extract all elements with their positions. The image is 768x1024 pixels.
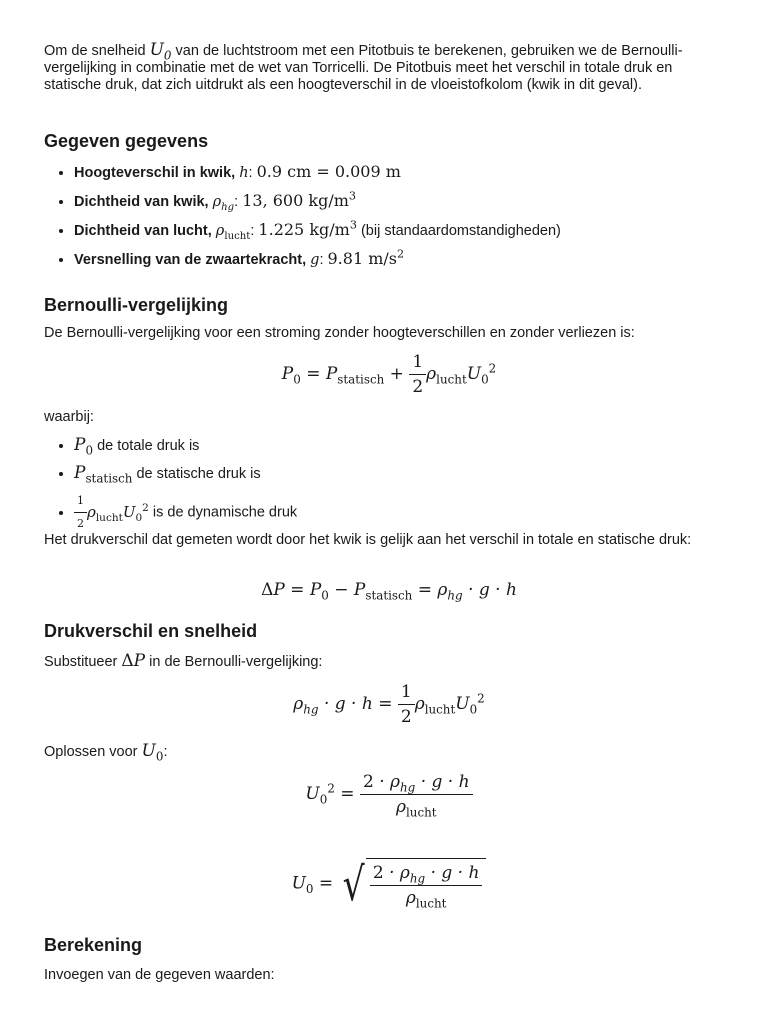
given-item: • Hoogteverschil in kwik, h: 0.9 cm = 0.009 m (74, 163, 754, 182)
u0-symbol: $U_0$ (149, 40, 172, 63)
given-item: • Versnelling van de zwaartekracht, g: 9.81 $m/s^2$ (74, 250, 754, 269)
heading-bernoulli: Bernoulli-vergelijking (44, 295, 229, 315)
heading-given: Gegeven gegevens (44, 131, 209, 151)
where-item: • $P_0$ de totale druk is (74, 436, 674, 455)
given-item: • Dichtheid van kwik, $\rho_{hg}$: 13, 600 $kg/m^3$ (74, 192, 754, 211)
equation-u0-root: $U_0$ = √ $\frac{2 \cdot \rho_{hg} \cdot g \cdot h}{\rho_{lucht}}$ (44, 858, 734, 910)
equation-bernoulli: $P_0 = P_{statisch}$ + $\frac{1}{2}$ $\rho_{lucht}U_0^2$ (281, 352, 497, 397)
equation-u0-squared: $U_0^2$ = $\frac{2 \cdot \rho_{hg} \cdot g \cdot h}{\rho_{lucht}}$ (44, 772, 734, 817)
equation-substituted: $\rho_{hg} \cdot g \cdot h$ = $\frac{1}{2}$ $\rho_{lucht}U_0^2$ (293, 682, 485, 727)
where-item: • $\frac{1}{2}$ $\rho_{lucht}U_0^2$ is de dynamische druk (74, 492, 674, 533)
where-list (44, 436, 674, 542)
drukverschil-paragraph: Het drukverschil dat gemeten wordt door het kwik is gelijk aan het verschil in totale en statische druk: (44, 532, 692, 548)
radical-icon: √ (342, 857, 365, 911)
equation-delta-p: $\Delta P = P_0 - P_{statisch} = \rho_{hg} \cdot g \cdot h$ (261, 580, 517, 603)
given-item: • Dichtheid van lucht, $\rho_{lucht}$: 1.225 $kg/m^3$ (bij standaardomstandigheden) (74, 221, 754, 240)
waarbij-text: waarbij: (44, 409, 94, 425)
intro-text-start: Om de snelheid (44, 43, 146, 59)
bernoulli-intro: De Bernoulli-vergelijking voor een stroming zonder hoogteverschillen en zonder verliezen is: (44, 325, 635, 341)
invoegen-text: Invoegen van de gegeven waarden: (44, 967, 275, 983)
where-item: • $P_{statisch}$ de statische druk is (74, 464, 674, 483)
square-root: √ $\frac{2 \cdot \rho_{hg} \cdot g \cdot h}{\rho_{lucht}}$ (339, 858, 487, 910)
intro-text-rest: van de luchtstroom met een Pitotbuis te berekenen, gebruiken we de Bernoulli-vergelijking in combinatie met de wet van Torricelli. De Pitotbuis meet het verschil in totale druk en statische druk, dat zich uitdrukt als een hoogteverschil in de vloeistofkolom (kwik in dit geval). (44, 43, 683, 93)
oplossen-text: Oplossen voor $U_0$: (44, 741, 168, 764)
heading-drukverschil: Drukverschil en snelheid (44, 621, 258, 641)
substitueer-text: Substitueer ΔP in de Bernoulli-vergelijking: (44, 651, 323, 671)
given-list (44, 163, 754, 279)
heading-berekening: Berekening (44, 935, 143, 955)
intro-paragraph (44, 42, 714, 94)
